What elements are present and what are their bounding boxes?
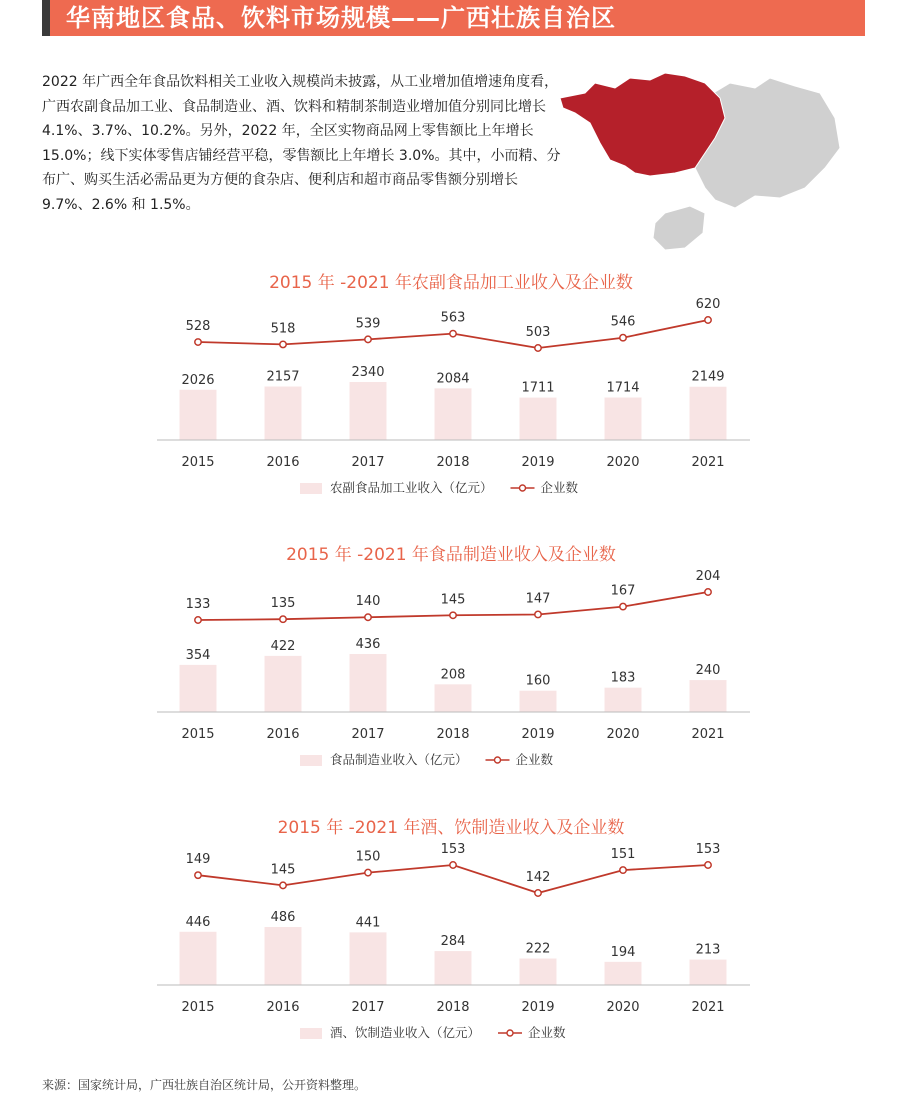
x-tick-label: 2017 (351, 455, 385, 470)
line-value-label: 539 (355, 316, 381, 332)
x-tick-label: 2019 (521, 1000, 555, 1015)
line-value-label: 153 (440, 842, 466, 857)
bar-value-label: 441 (355, 915, 381, 931)
bar (605, 962, 642, 985)
line-point (195, 872, 201, 878)
chart-title: 2015 年 -2021 年农副食品加工业收入及企业数 (269, 273, 633, 293)
bar (350, 654, 387, 712)
page-title: 华南地区食品、饮料市场规模——广西壮族自治区 (66, 4, 616, 32)
line-value-label: 563 (440, 310, 466, 326)
x-tick-label: 2017 (351, 1000, 385, 1015)
bar (520, 959, 557, 985)
line-point (195, 339, 201, 345)
bar (180, 665, 217, 712)
bar (605, 688, 642, 712)
line-point (365, 869, 371, 875)
line-point (450, 862, 456, 868)
x-tick-label: 2021 (691, 1000, 725, 1015)
bar (180, 390, 217, 440)
legend-line-marker (507, 1030, 513, 1036)
line-point (195, 617, 201, 623)
legend-line-label: 企业数 (528, 1025, 566, 1040)
x-tick-label: 2018 (436, 1000, 470, 1015)
line-value-label: 167 (610, 583, 636, 599)
line-point (365, 336, 371, 342)
legend-line-label: 企业数 (515, 752, 554, 767)
bar (435, 388, 472, 440)
legend-bar-label: 酒、饮制造业收入（亿元） (330, 1025, 481, 1040)
intro-paragraph: 2022 年广西全年食品饮料相关工业收入规模尚未披露，从工业增加值增速角度看，广西农副食品加工业、食品制造业、酒、饮料和精制茶制造业增加值分别同比增长 4.1%、3.7%、10.2%。另外，2022 年，全区实物商品网上零售额比上年增长 15.0%；线下实体零售店铺经营平稳，零售额比上年增长 3.0%。其中，小而精、分布广、购买生活必需品更为方便的食杂店、便利店和超市商品零售额分别增长 9.7%、2.6% 和 1.5%。 (42, 74, 561, 213)
bar (690, 680, 727, 712)
bar (265, 656, 302, 712)
line-point (535, 611, 541, 617)
x-tick-label: 2020 (606, 1000, 640, 1015)
bar (520, 398, 557, 440)
map-guangxi-region (560, 73, 725, 176)
line-point (280, 341, 286, 347)
line-point (620, 867, 626, 873)
bar-value-label: 183 (610, 670, 636, 686)
bar-value-label: 354 (185, 647, 211, 663)
line-value-label: 153 (695, 842, 721, 857)
line-point (535, 345, 541, 351)
line-point (620, 603, 626, 609)
bar (435, 951, 472, 985)
chart-beverage-manufacturing (0, 805, 903, 1055)
x-tick-label: 2015 (181, 455, 215, 470)
bar-value-label: 436 (355, 637, 381, 652)
bar-value-label: 446 (185, 914, 211, 930)
x-tick-label: 2016 (266, 455, 300, 470)
line-point (705, 317, 711, 323)
chart-title: 2015 年 -2021 年酒、饮制造业收入及企业数 (277, 818, 625, 838)
bar-value-label: 284 (440, 934, 466, 950)
line-value-label: 149 (185, 852, 211, 868)
bar (435, 684, 472, 712)
line-value-label: 135 (270, 596, 296, 612)
source-note: 来源：国家统计局，广西壮族自治区统计局，公开资料整理。 (42, 1078, 367, 1092)
chart-agri-processing (0, 260, 903, 510)
legend-line-marker (495, 757, 501, 763)
line-value-label: 133 (185, 597, 211, 612)
line-point (280, 616, 286, 622)
line-point (705, 589, 711, 595)
x-tick-label: 2015 (181, 1000, 215, 1015)
legend-bar-label: 农副食品加工业收入（亿元） (330, 480, 493, 495)
line-value-label: 142 (525, 870, 551, 885)
line-point (620, 335, 626, 341)
line-point (535, 890, 541, 896)
x-tick-label: 2021 (691, 727, 725, 742)
line-value-label: 546 (610, 314, 636, 330)
x-tick-label: 2020 (606, 727, 640, 742)
x-tick-label: 2016 (266, 1000, 300, 1015)
guangxi-map (555, 48, 855, 258)
line-value-label: 620 (695, 297, 721, 312)
bar (350, 382, 387, 440)
legend-line-label: 企业数 (540, 480, 579, 495)
bar-value-label: 160 (525, 673, 551, 689)
chart-food-manufacturing (0, 532, 903, 782)
x-tick-label: 2017 (351, 727, 385, 742)
x-tick-label: 2019 (521, 455, 555, 470)
bar (690, 960, 727, 985)
bar-value-label: 240 (695, 663, 721, 679)
bar-value-label: 1711 (521, 380, 555, 396)
header-accent-tab (42, 0, 50, 36)
line-value-label: 145 (440, 592, 466, 608)
bar-value-label: 2157 (266, 369, 300, 385)
line-value-label: 528 (185, 319, 211, 335)
x-tick-label: 2016 (266, 727, 300, 742)
legend-bar-swatch (300, 1028, 322, 1039)
legend-bar-swatch (300, 755, 322, 766)
bar-value-label: 2084 (436, 371, 470, 387)
bar-value-label: 486 (270, 910, 296, 925)
bar (265, 927, 302, 985)
line-point (280, 882, 286, 888)
bar (180, 932, 217, 985)
bar-value-label: 2149 (691, 369, 725, 385)
page-header (42, 0, 865, 36)
line-value-label: 140 (355, 594, 381, 610)
bar (350, 932, 387, 985)
bar-value-label: 208 (440, 667, 466, 683)
bar-value-label: 422 (270, 638, 296, 654)
bar-value-label: 2340 (351, 365, 385, 380)
map-hainan-island (653, 206, 705, 250)
line-value-label: 151 (610, 847, 636, 863)
bar-value-label: 1714 (606, 380, 640, 396)
x-tick-label: 2015 (181, 727, 215, 742)
legend-bar-label: 食品制造业收入（亿元） (330, 752, 468, 767)
bar (520, 691, 557, 712)
line-value-label: 204 (695, 569, 721, 584)
line-value-label: 503 (525, 325, 551, 340)
bar (605, 398, 642, 440)
line-point (705, 862, 711, 868)
chart-title: 2015 年 -2021 年食品制造业收入及企业数 (286, 545, 616, 565)
line-value-label: 145 (270, 862, 296, 878)
bar (265, 387, 302, 440)
line-value-label: 147 (525, 591, 551, 607)
line-point (450, 330, 456, 336)
x-tick-label: 2021 (691, 455, 725, 470)
bar-value-label: 222 (525, 941, 551, 957)
line-value-label: 518 (270, 321, 296, 337)
x-tick-label: 2020 (606, 455, 640, 470)
line-point (450, 612, 456, 618)
legend-bar-swatch (300, 483, 322, 494)
bar (690, 387, 727, 440)
line-point (365, 614, 371, 620)
line-value-label: 150 (355, 849, 381, 865)
x-tick-label: 2018 (436, 455, 470, 470)
bar-value-label: 213 (695, 942, 721, 958)
legend-line-marker (520, 485, 526, 491)
x-tick-label: 2019 (521, 727, 555, 742)
x-tick-label: 2018 (436, 727, 470, 742)
bar-value-label: 194 (610, 944, 636, 960)
bar-value-label: 2026 (181, 372, 215, 388)
